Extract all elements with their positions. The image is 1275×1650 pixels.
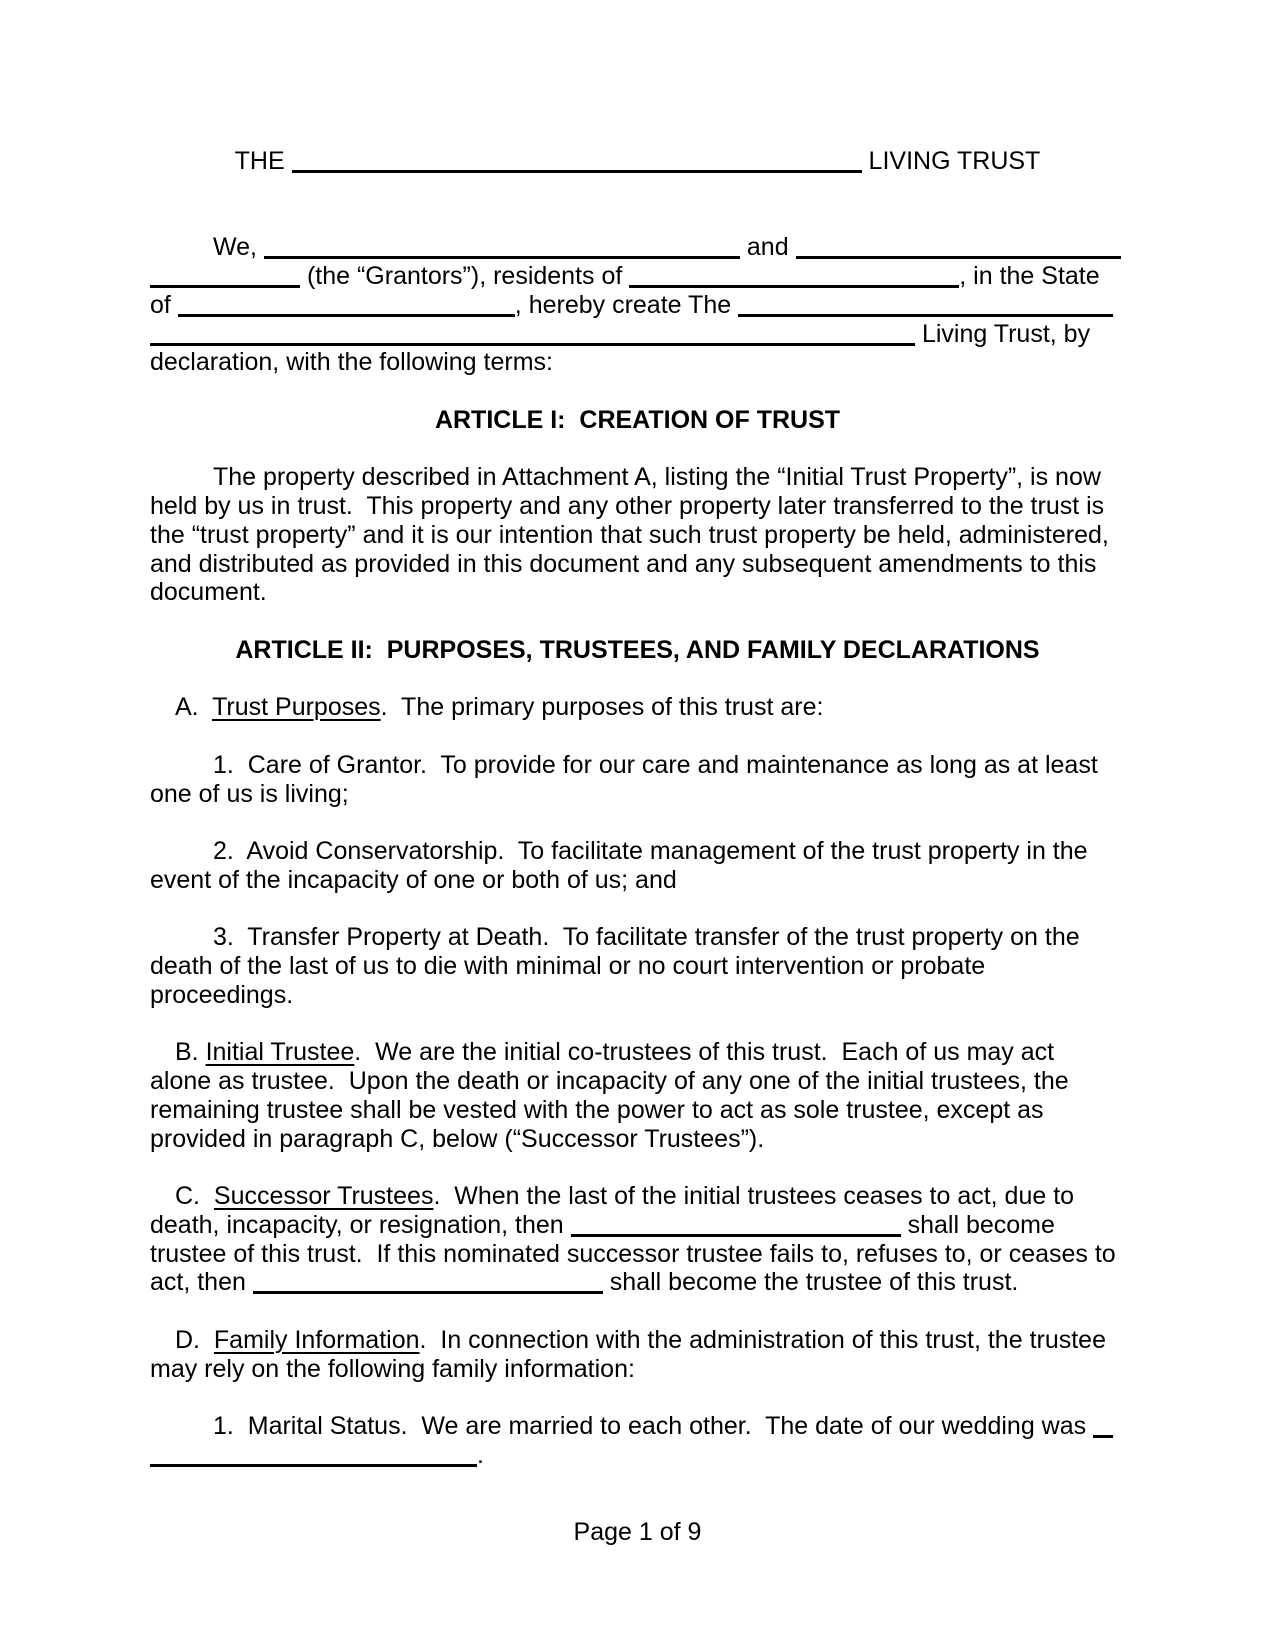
article-2-heading bbox=[150, 636, 1125, 665]
text-run: trustee of this trust. If this nominated successor trustee fails to, refuses to, or ceases to bbox=[150, 1239, 1116, 1268]
document-line bbox=[150, 693, 1125, 722]
blank-fill-in-field bbox=[150, 1444, 477, 1467]
blank-fill-in-field bbox=[1093, 1415, 1113, 1438]
text-run: provided in paragraph C, below (“Successor Trustees”). bbox=[150, 1124, 765, 1153]
text-run: shall become the trustee of this trust. bbox=[602, 1268, 1019, 1297]
text-run: and distributed as provided in this document and any subsequent amendments to this bbox=[150, 549, 1097, 578]
text-run: D. bbox=[175, 1325, 214, 1354]
text-run: LIVING TRUST bbox=[861, 147, 1041, 175]
text-run: C. bbox=[175, 1182, 214, 1210]
document-line bbox=[150, 1211, 1125, 1240]
text-run: , hereby create The bbox=[514, 290, 739, 319]
underlined-section-label: Trust Purposes bbox=[212, 693, 381, 722]
document-line bbox=[150, 578, 1125, 607]
document-line bbox=[150, 1441, 1125, 1470]
text-run: We, bbox=[213, 233, 264, 262]
text-run: death of the last of us to die with minimal or no court intervention or probate bbox=[150, 952, 986, 980]
section-a-trust-purposes bbox=[150, 693, 1125, 722]
document-line bbox=[150, 981, 1125, 1010]
document-line bbox=[150, 780, 1125, 809]
document-line bbox=[150, 1182, 1125, 1211]
text-run: and bbox=[739, 233, 796, 262]
document-line bbox=[150, 923, 1125, 952]
blank-fill-in-field bbox=[292, 150, 862, 173]
document-line bbox=[150, 1518, 1125, 1547]
text-run: document. bbox=[150, 578, 267, 607]
document-line bbox=[150, 348, 1125, 377]
text-run: alone as trustee. Upon the death or incapacity of any one of the initial trustees, the bbox=[150, 1067, 1069, 1095]
text-run: THE bbox=[234, 147, 292, 175]
document-line bbox=[150, 837, 1125, 866]
document-line bbox=[150, 1240, 1125, 1269]
text-run: remaining trustee shall be vested with the power to act as sole trustee, except as bbox=[150, 1095, 1044, 1124]
document-line bbox=[150, 320, 1125, 349]
blank-fill-in-field bbox=[150, 265, 300, 288]
text-run: . When the last of the initial trustees ceases to act, due to bbox=[433, 1182, 1075, 1210]
article-1-heading bbox=[150, 406, 1125, 435]
item-1-care-of-grantor bbox=[150, 751, 1125, 809]
document-line bbox=[150, 1038, 1125, 1067]
underlined-section-label: Successor Trustees bbox=[213, 1182, 434, 1210]
blank-fill-in-field bbox=[796, 236, 1121, 259]
opening-paragraph bbox=[150, 233, 1125, 377]
document-line bbox=[150, 636, 1125, 665]
item-1-marital-status bbox=[150, 1412, 1125, 1470]
document-line bbox=[150, 1412, 1125, 1441]
text-run: Page 1 of 9 bbox=[573, 1518, 702, 1547]
blank-fill-in-field bbox=[738, 294, 1113, 317]
text-run: . In connection with the administration of this trust, the trustee bbox=[419, 1325, 1106, 1354]
document-line bbox=[150, 1268, 1125, 1297]
item-2-avoid-conservatorship bbox=[150, 837, 1125, 895]
text-run: ARTICLE II: PURPOSES, TRUSTEES, AND FAMILY DECLARATIONS bbox=[235, 635, 1040, 664]
document-line bbox=[150, 492, 1125, 521]
document-line bbox=[150, 521, 1125, 550]
document-line bbox=[150, 866, 1125, 895]
section-d-family-information bbox=[150, 1326, 1125, 1384]
text-run: one of us is living; bbox=[150, 779, 349, 808]
text-run: B. bbox=[175, 1038, 206, 1067]
text-run: 1. Marital Status. We are married to each other. The date of our wedding was bbox=[213, 1412, 1094, 1440]
text-run: ARTICLE I: CREATION OF TRUST bbox=[434, 405, 841, 434]
document-line bbox=[150, 550, 1125, 579]
text-run: death, incapacity, or resignation, then bbox=[150, 1210, 571, 1239]
text-run: 3. Transfer Property at Death. To facilitate transfer of the trust property on the bbox=[213, 923, 1080, 952]
article-1-paragraph bbox=[150, 463, 1125, 607]
underlined-section-label: Initial Trustee bbox=[205, 1038, 355, 1067]
document-line bbox=[150, 291, 1125, 320]
text-run: A. bbox=[175, 693, 213, 722]
text-run: shall become bbox=[900, 1210, 1055, 1239]
blank-fill-in-field bbox=[264, 236, 740, 259]
document-line bbox=[150, 1355, 1125, 1384]
blank-fill-in-field bbox=[178, 294, 515, 317]
page-footer bbox=[150, 1518, 1125, 1547]
text-run: held by us in trust. This property and any other property later transferred to the trust is bbox=[150, 492, 1105, 520]
blank-fill-in-field bbox=[150, 323, 915, 346]
blank-fill-in-field bbox=[571, 1214, 901, 1237]
text-run: , in the State bbox=[959, 262, 1100, 290]
text-run: 2. Avoid Conservatorship. To facilitate management of the trust property in the bbox=[213, 837, 1088, 865]
trust-title bbox=[150, 147, 1125, 176]
text-run: . We are the initial co-trustees of this trust. Each of us may act bbox=[354, 1038, 1055, 1067]
item-3-transfer-property-at-death bbox=[150, 923, 1125, 1009]
text-run: of bbox=[150, 290, 178, 319]
text-run: proceedings. bbox=[150, 980, 294, 1009]
document-content bbox=[150, 147, 1125, 1547]
document-line bbox=[150, 751, 1125, 780]
section-b-initial-trustee bbox=[150, 1038, 1125, 1153]
document-line bbox=[150, 233, 1125, 262]
text-run: may rely on the following family information: bbox=[150, 1354, 635, 1383]
text-run: the “trust property” and it is our intention that such trust property be held, administered, bbox=[150, 520, 1109, 549]
document-line bbox=[150, 1067, 1125, 1096]
document-line bbox=[150, 147, 1125, 176]
document-line bbox=[150, 1326, 1125, 1355]
blank-fill-in-field bbox=[253, 1271, 603, 1294]
text-run: . The primary purposes of this trust are: bbox=[380, 693, 824, 722]
document-line bbox=[150, 262, 1125, 291]
underlined-section-label: Family Information bbox=[213, 1325, 420, 1354]
document-line bbox=[150, 1096, 1125, 1125]
document-line bbox=[150, 463, 1125, 492]
text-run: act, then bbox=[150, 1268, 253, 1297]
text-run: declaration, with the following terms: bbox=[150, 348, 553, 377]
text-run: event of the incapacity of one or both of us; and bbox=[150, 865, 677, 894]
section-c-successor-trustees bbox=[150, 1182, 1125, 1297]
text-run: (the “Grantors”), residents of bbox=[300, 262, 630, 290]
document-line bbox=[150, 1125, 1125, 1154]
text-run: . bbox=[477, 1440, 484, 1469]
text-run: The property described in Attachment A, listing the “Initial Trust Property”, is now bbox=[213, 463, 1101, 492]
blank-fill-in-field bbox=[629, 265, 959, 288]
text-run: 1. Care of Grantor. To provide for our care and maintenance as long as at least bbox=[213, 750, 1098, 779]
text-run: Living Trust, by bbox=[915, 319, 1091, 348]
document-line bbox=[150, 952, 1125, 981]
document-line bbox=[150, 406, 1125, 435]
